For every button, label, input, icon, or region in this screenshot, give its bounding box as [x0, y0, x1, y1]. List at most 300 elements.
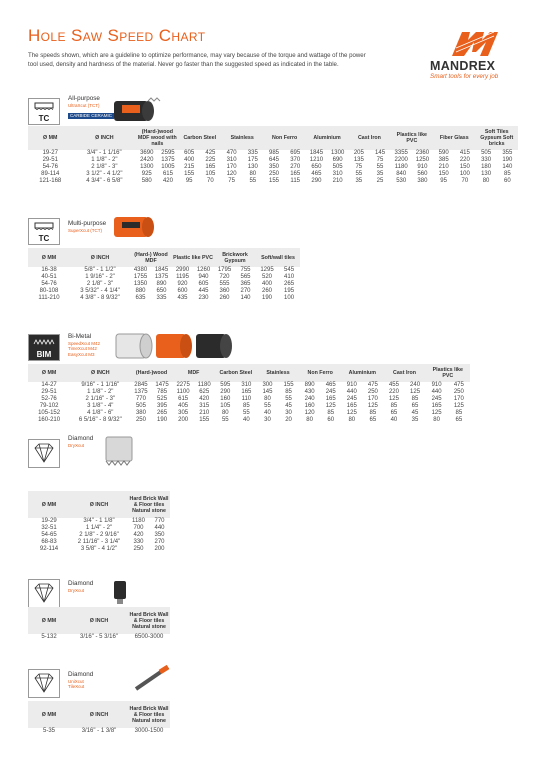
- speed-cell: 605: [198, 281, 209, 287]
- speed-cell: 105: [220, 403, 231, 409]
- diameter-inch-cell: 3 1/8" - 4": [87, 403, 114, 409]
- speed-cell: 2200: [394, 157, 408, 163]
- speed-cell: 595: [220, 382, 231, 388]
- diameter-mm-cell: 92-114: [39, 546, 59, 552]
- speed-table-bi-metal: Ø MM Ø INCH (Hard-)wood MDF Carbon Steel Stainless Non Ferro Aluminium Cast Iron Plastics like PVC 14-27 9/16" - 1 1/16" 2845 1475 2275 1180 595 310 300 155 890 465 910 475 455 240 910 475 29-51 1 1/8" - 2" 1375 785 1100 625 290 165 145 85 430 245 440 250 220 125 440 250 52-76 2 1/16" - 3" 770 525 615 420 160 110 80 55 240 165 245 170 125 85 245 170 79-102 3 1/8" - 4" 505 395 405 315 105 85 55 45 160 125 165 125 85 65 165 125 105-152 4 1/8" - 6" 380 265 305 210 80 55 40 30 120 85 125 85 65 45 125 85 160-210 6 5/16" - 8 9/32" 250 190 200 155 55 40 30 20 80 60 80 65 40 35 80 65: [28, 364, 470, 424]
- speed-cell: 75: [228, 178, 235, 184]
- mandrex-logo: [428, 30, 523, 80]
- diameter-inch-cell: 2 11/16" - 3 1/4": [77, 539, 121, 545]
- speed-cell: 385: [438, 157, 449, 163]
- speed-cell: 75: [376, 157, 384, 163]
- diamond-dry-bit-image: [100, 577, 140, 605]
- speed-cell: 1845: [309, 150, 324, 156]
- speed-cell: 380: [417, 178, 428, 184]
- speed-cell: 125: [346, 410, 357, 416]
- speed-cell: 225: [205, 157, 216, 163]
- speed-cell: 55: [243, 410, 250, 416]
- speed-cell: 1180: [132, 518, 145, 524]
- speed-cell: 165: [325, 396, 336, 402]
- speed-cell: 200: [154, 546, 165, 552]
- table-row: [28, 403, 470, 410]
- speed-cell: 160: [220, 396, 231, 402]
- speed-cell: 210: [332, 178, 343, 184]
- speed-cell: 130: [481, 171, 492, 177]
- speed-cell: 335: [156, 295, 167, 301]
- speed-cell: 520: [262, 274, 273, 280]
- speed-cell: 690: [332, 157, 343, 163]
- diameter-mm-cell: 16-38: [41, 267, 57, 273]
- speed-cell: 440: [346, 389, 357, 395]
- bi-metal-saw-images: [114, 328, 234, 364]
- speed-cell: 645: [269, 157, 280, 163]
- speed-cell: 440: [154, 525, 165, 531]
- speed-cell: 1210: [309, 157, 324, 163]
- speed-cell: 615: [162, 171, 173, 177]
- speed-cell: 55: [355, 171, 363, 177]
- speed-cell: 695: [290, 150, 301, 156]
- speed-cell: 770: [135, 396, 146, 402]
- speed-cell: 270: [154, 539, 165, 545]
- speed-cell: 80: [433, 417, 440, 423]
- speed-cell: 85: [411, 396, 419, 402]
- speed-cell: 80: [249, 171, 257, 177]
- speed-cell: 265: [284, 281, 295, 287]
- diameter-inch-cell: 1 1/8" - 2": [87, 389, 114, 395]
- diameter-inch-cell: 3/4" - 1 1/16": [87, 150, 122, 156]
- speed-cell: 505: [135, 403, 146, 409]
- speed-cell: 70: [461, 178, 469, 184]
- speed-cell: 1375: [154, 274, 169, 280]
- speed-cell: 770: [154, 518, 165, 524]
- diamond-icon: [29, 670, 59, 697]
- speed-cell: 365: [240, 281, 251, 287]
- diamond-badge: [28, 669, 60, 698]
- speed-cell: 300: [262, 382, 273, 388]
- speed-cell: 405: [178, 403, 189, 409]
- speed-cell: 35: [411, 417, 419, 423]
- speed-cell: 350: [269, 164, 280, 170]
- diameter-mm-cell: 111-210: [38, 295, 60, 301]
- diameter-inch-cell: 4 3/4" - 6 5/8": [86, 178, 123, 184]
- table-row: [28, 396, 470, 403]
- speed-cell: 75: [355, 164, 363, 170]
- diameter-inch-cell: 2 1/8" - 2 9/16": [79, 532, 119, 538]
- speed-cell: 130: [247, 164, 258, 170]
- speed-cell: 355: [502, 150, 513, 156]
- speed-cell: 150: [459, 164, 470, 170]
- speed-cell: 140: [240, 295, 251, 301]
- speed-cell: 250: [269, 171, 280, 177]
- speed-cell: 85: [455, 410, 463, 416]
- table-row: [28, 150, 518, 157]
- speed-cell: 170: [367, 396, 378, 402]
- speed-cell: 100: [459, 171, 470, 177]
- speed-cell: 920: [177, 281, 188, 287]
- speed-cell: 2845: [134, 382, 148, 388]
- speed-cell: 145: [375, 150, 386, 156]
- speed-table-all-purpose: Ø MM Ø INCH (Hard-)wood MDF wood with nails Carbon Steel Stainless Non Ferro Aluminium Cast Iron Plastics like PVC Fiber Glass Soft Tiles Gypsum Soft bricks 19-27 3/4" - 1 1/16" 3690 2595 605 425 470 335 985 695 1845 1300 205 145 3355 2360 590 415 505 355 29-51 1 1/8" - 2" 2420 1375 400 225 310 175 645 370 1210 690 135 75 2200 1250 385 220 330 190 54-76 2 1/8" - 3" 1300 1005 215 165 170 130 350 270 650 505 75 55 1180 910 210 150 180 140 89-114 3 1/2" - 4 1/2" 925 615 155 105 120 80 250 165 465 310 55 35 840 560 150 100 130 85 121-168 4 3/4" - 6 5/8" 580 420 95 70 75 55 155 115 290 210 35 25 530 380 95 70 80 60: [28, 126, 518, 185]
- speed-cell: 85: [243, 403, 250, 409]
- speed-cell: 175: [247, 157, 258, 163]
- tc-badge: TC: [28, 218, 60, 245]
- speed-cell: 420: [162, 178, 173, 184]
- table-row: [28, 518, 170, 525]
- speed-cell: 165: [346, 403, 357, 409]
- diameter-mm-cell: 5-132: [41, 634, 57, 640]
- speed-cell: 165: [290, 171, 301, 177]
- speed-cell: 1475: [155, 382, 169, 388]
- page-title: Hole Saw Speed Chart: [28, 26, 206, 45]
- speed-cell: 1755: [133, 274, 148, 280]
- speed-cell: 2275: [176, 382, 190, 388]
- speed-cell: 65: [455, 417, 463, 423]
- speed-cell: 910: [417, 164, 428, 170]
- speed-cell: 60: [503, 178, 511, 184]
- table-row: [28, 417, 470, 424]
- speed-cell: 85: [327, 410, 335, 416]
- diameter-mm-cell: 29-51: [41, 389, 57, 395]
- table-row: [28, 532, 170, 539]
- speed-cell: 245: [346, 396, 357, 402]
- speed-cell: 720: [219, 274, 230, 280]
- table-row: [28, 525, 170, 532]
- speed-cell: 165: [431, 403, 442, 409]
- speed-cell: 370: [290, 157, 301, 163]
- speed-cell: 350: [154, 532, 165, 538]
- speed-cell: 250: [135, 417, 146, 423]
- speed-cell: 155: [269, 178, 280, 184]
- speed-cell: 985: [269, 150, 280, 156]
- speed-cell: 290: [220, 389, 231, 395]
- speed-cell: 165: [241, 389, 252, 395]
- speed-cell: 415: [459, 150, 470, 156]
- speed-cell: 80: [264, 396, 271, 402]
- diameter-mm-cell: 29-51: [42, 157, 58, 163]
- speed-cell: 555: [219, 281, 230, 287]
- speed-cell: 925: [141, 171, 152, 177]
- speed-cell: 70: [207, 178, 214, 184]
- diameter-mm-cell: 5-35: [42, 728, 55, 734]
- speed-cell: 80: [348, 417, 356, 423]
- speed-cell: 250: [453, 389, 464, 395]
- speed-cell: 155: [199, 417, 210, 423]
- diameter-mm-cell: 52-76: [41, 396, 57, 402]
- speed-cell: 910: [431, 382, 442, 388]
- speed-cell: 1300: [330, 150, 345, 156]
- speed-cell: 260: [262, 288, 273, 294]
- diameter-inch-cell: 3 5/8" - 4 1/2": [80, 546, 118, 552]
- speed-cell: 470: [226, 150, 237, 156]
- table-row: [28, 410, 470, 417]
- speed-cell: 135: [353, 157, 364, 163]
- speed-cell: 420: [199, 396, 210, 402]
- speed-cell: 100: [284, 295, 295, 301]
- diameter-inch-cell: 5/8" - 1 1/2": [84, 267, 116, 273]
- diameter-mm-cell: 32-51: [41, 525, 57, 531]
- speed-table-diamond-unixcut: Ø MM Ø INCH Hard Brick Wall & Floor tiles Natural stone 5-35 3/16" - 1 3/8" 3000-1500: [28, 701, 170, 735]
- hole-saw-icon: [32, 100, 56, 110]
- speed-cell: 1100: [176, 389, 190, 395]
- speed-cell: 110: [241, 396, 252, 402]
- diameter-mm-cell: 19-27: [42, 150, 58, 156]
- speed-cell: 30: [264, 417, 271, 423]
- diameter-inch-cell: 9/16" - 1 1/16": [81, 382, 120, 388]
- table-row: [28, 267, 300, 274]
- speed-cell: 200: [178, 417, 189, 423]
- speed-cell: 40: [243, 417, 250, 423]
- speed-cell: 2990: [175, 267, 190, 273]
- table-row: [28, 634, 170, 641]
- diameter-mm-cell: 54-65: [41, 532, 57, 538]
- speed-cell: 465: [311, 171, 322, 177]
- table-row: [28, 157, 518, 164]
- table-row: [28, 546, 170, 553]
- speed-cell: 80: [306, 417, 313, 423]
- speed-cell: 20: [285, 417, 292, 423]
- diameter-inch-cell: 3 5/32" - 4 1/4": [80, 288, 120, 294]
- speed-cell: 155: [184, 171, 195, 177]
- speed-cell: 430: [304, 389, 315, 395]
- speed-cell: 125: [325, 403, 336, 409]
- speed-cell: 55: [264, 403, 271, 409]
- speed-cell: 120: [226, 171, 237, 177]
- table-row: [28, 281, 300, 288]
- speed-cell: 120: [304, 410, 315, 416]
- speed-cell: 435: [177, 295, 188, 301]
- speed-cell: 80: [221, 410, 229, 416]
- speed-cell: 195: [284, 288, 295, 294]
- speed-cell: 315: [199, 403, 210, 409]
- speed-cell: 330: [133, 539, 144, 545]
- speed-cell: 25: [376, 178, 384, 184]
- speed-cell: 165: [205, 164, 216, 170]
- speed-cell: 1250: [415, 157, 430, 163]
- table-row: [28, 288, 300, 295]
- diameter-inch-cell: 2 1/8" - 3": [86, 281, 114, 287]
- speed-cell: 115: [290, 178, 300, 184]
- speed-cell: 505: [332, 164, 343, 170]
- diamond-tile-bit-image: [128, 663, 178, 693]
- speed-cell: 590: [438, 150, 449, 156]
- diameter-mm-cell: 68-83: [41, 539, 57, 545]
- carbide-label: CARBIDE CERAMIC: [70, 113, 113, 118]
- diameter-inch-cell: 1 1/4" - 2": [85, 525, 113, 531]
- speed-cell: 2595: [161, 150, 175, 156]
- speed-cell: 880: [135, 288, 146, 294]
- speed-cell: 250: [367, 389, 378, 395]
- table-row: [28, 728, 170, 735]
- speed-cell: 310: [226, 157, 237, 163]
- speed-cell: 545: [284, 267, 295, 273]
- speed-cell: 560: [417, 171, 428, 177]
- speed-cell: 210: [438, 164, 449, 170]
- speed-cell: 55: [221, 417, 229, 423]
- brand-tagline: Smart tools for every job: [430, 73, 499, 80]
- speed-cell: 240: [410, 382, 421, 388]
- speed-cell: 2360: [415, 150, 430, 156]
- table-row: [28, 178, 518, 185]
- tc-badge: TC: [28, 98, 60, 125]
- speed-cell: 1180: [197, 382, 211, 388]
- diamond-badge: [28, 579, 60, 608]
- speed-cell: 220: [388, 389, 399, 395]
- table-row: [28, 295, 300, 302]
- speed-cell: 270: [240, 288, 251, 294]
- speed-cell: 310: [241, 382, 252, 388]
- diameter-mm-cell: 79-102: [39, 403, 59, 409]
- speed-cell: 265: [157, 410, 168, 416]
- speed-cell: 890: [304, 382, 315, 388]
- brand-name: MANDREX: [430, 59, 496, 73]
- speed-cell: 190: [262, 295, 273, 301]
- speed-cell: 650: [156, 288, 167, 294]
- speed-cell: 1375: [134, 389, 148, 395]
- speed-cell: 305: [178, 410, 189, 416]
- speed-cell: 40: [264, 410, 271, 416]
- speed-cell: 210: [199, 410, 210, 416]
- speed-cell: 625: [199, 389, 210, 395]
- speed-cell: 2420: [140, 157, 154, 163]
- speed-cell: 290: [311, 178, 322, 184]
- speed-cell: 395: [157, 403, 168, 409]
- speed-cell: 85: [503, 171, 511, 177]
- speed-cell: 125: [453, 403, 464, 409]
- speed-cell: 400: [184, 157, 195, 163]
- speed-table-diamond-dryxcut-small: Ø MM Ø INCH Hard Brick Wall & Floor tiles Natural stone 5-132 3/16" - 5 3/16" 6500-3000: [28, 607, 170, 641]
- speed-cell: 600: [177, 288, 188, 294]
- diameter-mm-cell: 160-210: [38, 417, 61, 423]
- diameter-inch-cell: 3/16" - 1 3/8": [81, 728, 117, 734]
- speed-cell: 1845: [154, 267, 169, 273]
- speed-cell: 3000-1500: [134, 728, 164, 734]
- speed-cell: 1260: [196, 267, 211, 273]
- diameter-mm-cell: 54-76: [41, 281, 57, 287]
- diameter-inch-cell: 3/16" - 5 3/16": [80, 634, 118, 640]
- speed-cell: 245: [325, 389, 336, 395]
- speed-cell: 85: [390, 403, 398, 409]
- speed-cell: 45: [285, 403, 292, 409]
- speed-cell: 1005: [161, 164, 175, 170]
- speed-cell: 3690: [140, 150, 154, 156]
- speed-cell: 230: [198, 295, 209, 301]
- speed-cell: 1195: [176, 274, 189, 280]
- speed-cell: 65: [390, 410, 398, 416]
- speed-cell: 155: [283, 382, 294, 388]
- speed-cell: 60: [327, 417, 335, 423]
- speed-cell: 35: [376, 171, 384, 177]
- speed-cell: 465: [325, 382, 336, 388]
- table-row: [28, 539, 170, 546]
- hole-saw-tct-image: [112, 95, 172, 125]
- speed-cell: 335: [247, 150, 258, 156]
- diameter-inch-cell: 4 1/8" - 6": [87, 410, 114, 416]
- speed-cell: 330: [481, 157, 492, 163]
- speed-cell: 6500-3000: [134, 634, 164, 640]
- speed-table-multi-purpose: Ø MM Ø INCH (Hard-) Wood MDF Plastic like PVC Brickwork Gypsum Soft/wall tiles 16-38 5/8" - 1 1/2" 4380 1845 2990 1260 1795 755 1295 545 40-51 1 9/16" - 2" 1755 1375 1195 940 720 565 520 410 54-76 2 1/8" - 3" 1350 890 920 605 555 365 400 265 80-108 3 5/32" - 4 1/4" 880 650 600 445 360 270 260 195 111-210 4 3/8" - 8 9/32" 635 335 435 230 260 140 190 100: [28, 248, 300, 302]
- speed-cell: 180: [481, 164, 492, 170]
- hole-saw-multi-image: [112, 211, 172, 241]
- diameter-inch-cell: 4 3/8" - 8 9/32": [80, 295, 120, 301]
- diameter-mm-cell: 80-108: [39, 288, 59, 294]
- diameter-mm-cell: 19-29: [41, 518, 57, 524]
- speed-table-diamond-dryxcut: Ø MM Ø INCH Hard Brick Wall & Floor tiles Natural stone 19-29 3/4" - 1 1/8" 1180 770 32-51 1 1/4" - 2" 700 440 54-65 2 1/8" - 2 9/16" 420 350 68-83 2 11/16" - 3 1/4" 330 270 92-114 3 5/8" - 4 1/2" 250 200: [28, 491, 170, 553]
- speed-cell: 475: [367, 382, 378, 388]
- diameter-inch-cell: 2 1/8" - 3": [91, 164, 118, 170]
- speed-cell: 190: [502, 157, 513, 163]
- speed-cell: 605: [184, 150, 195, 156]
- speed-cell: 55: [285, 396, 292, 402]
- table-row: [28, 274, 300, 281]
- speed-cell: 530: [396, 178, 407, 184]
- speed-cell: 170: [453, 396, 464, 402]
- speed-cell: 1295: [260, 267, 274, 273]
- speed-cell: 140: [502, 164, 513, 170]
- speed-cell: 755: [240, 267, 251, 273]
- speed-cell: 3355: [394, 150, 408, 156]
- speed-cell: 125: [388, 396, 399, 402]
- speed-cell: 455: [388, 382, 399, 388]
- speed-cell: 785: [157, 389, 168, 395]
- table-row: [28, 382, 470, 389]
- speed-cell: 1300: [140, 164, 154, 170]
- diameter-inch-cell: 1 9/16" - 2": [85, 274, 115, 280]
- speed-cell: 160: [304, 403, 315, 409]
- speed-cell: 400: [262, 281, 273, 287]
- speed-cell: 65: [369, 417, 377, 423]
- speed-cell: 360: [219, 288, 230, 294]
- diamond-core-image: [100, 431, 140, 467]
- diameter-inch-cell: 1 1/8" - 2": [91, 157, 118, 163]
- speed-cell: 700: [133, 525, 144, 531]
- diameter-inch-cell: 6 5/16" - 8 9/32": [78, 417, 122, 423]
- speed-cell: 1180: [394, 164, 408, 170]
- speed-cell: 1795: [217, 267, 232, 273]
- speed-cell: 245: [431, 396, 442, 402]
- speed-cell: 525: [157, 396, 168, 402]
- diameter-mm-cell: 121-168: [39, 178, 62, 184]
- speed-cell: 420: [133, 532, 144, 538]
- speed-cell: 890: [156, 281, 167, 287]
- speed-cell: 80: [482, 178, 490, 184]
- speed-cell: 150: [438, 171, 449, 177]
- speed-cell: 310: [332, 171, 343, 177]
- table-row: [28, 389, 470, 396]
- speed-cell: 440: [431, 389, 442, 395]
- speed-cell: 215: [184, 164, 195, 170]
- speed-cell: 635: [135, 295, 146, 301]
- speed-cell: 1375: [161, 157, 175, 163]
- speed-cell: 240: [304, 396, 315, 402]
- diameter-mm-cell: 105-152: [38, 410, 61, 416]
- speed-cell: 425: [205, 150, 216, 156]
- speed-cell: 270: [290, 164, 301, 170]
- intro-text: The speeds shown, which are a guideline to optimize performance, may vary because of the torque and wattage of the power tool used, density and hardness of the material. Never go faster than the suggested speed as indicated in the table.: [28, 52, 366, 68]
- diameter-mm-cell: 40-51: [41, 274, 57, 280]
- diamond-icon: [29, 440, 59, 467]
- speed-cell: 475: [453, 382, 464, 388]
- speed-cell: 65: [411, 403, 419, 409]
- speed-cell: 565: [240, 274, 251, 280]
- speed-cell: 410: [284, 274, 295, 280]
- speed-cell: 125: [367, 403, 378, 409]
- speed-cell: 250: [133, 546, 144, 552]
- mandrex-m-logo-icon: [450, 30, 500, 58]
- speed-cell: 580: [141, 178, 152, 184]
- diameter-inch-cell: 3 1/2" - 4 1/2": [86, 171, 123, 177]
- diameter-mm-cell: 89-114: [41, 171, 60, 177]
- speed-cell: 145: [262, 389, 273, 395]
- speed-cell: 840: [396, 171, 407, 177]
